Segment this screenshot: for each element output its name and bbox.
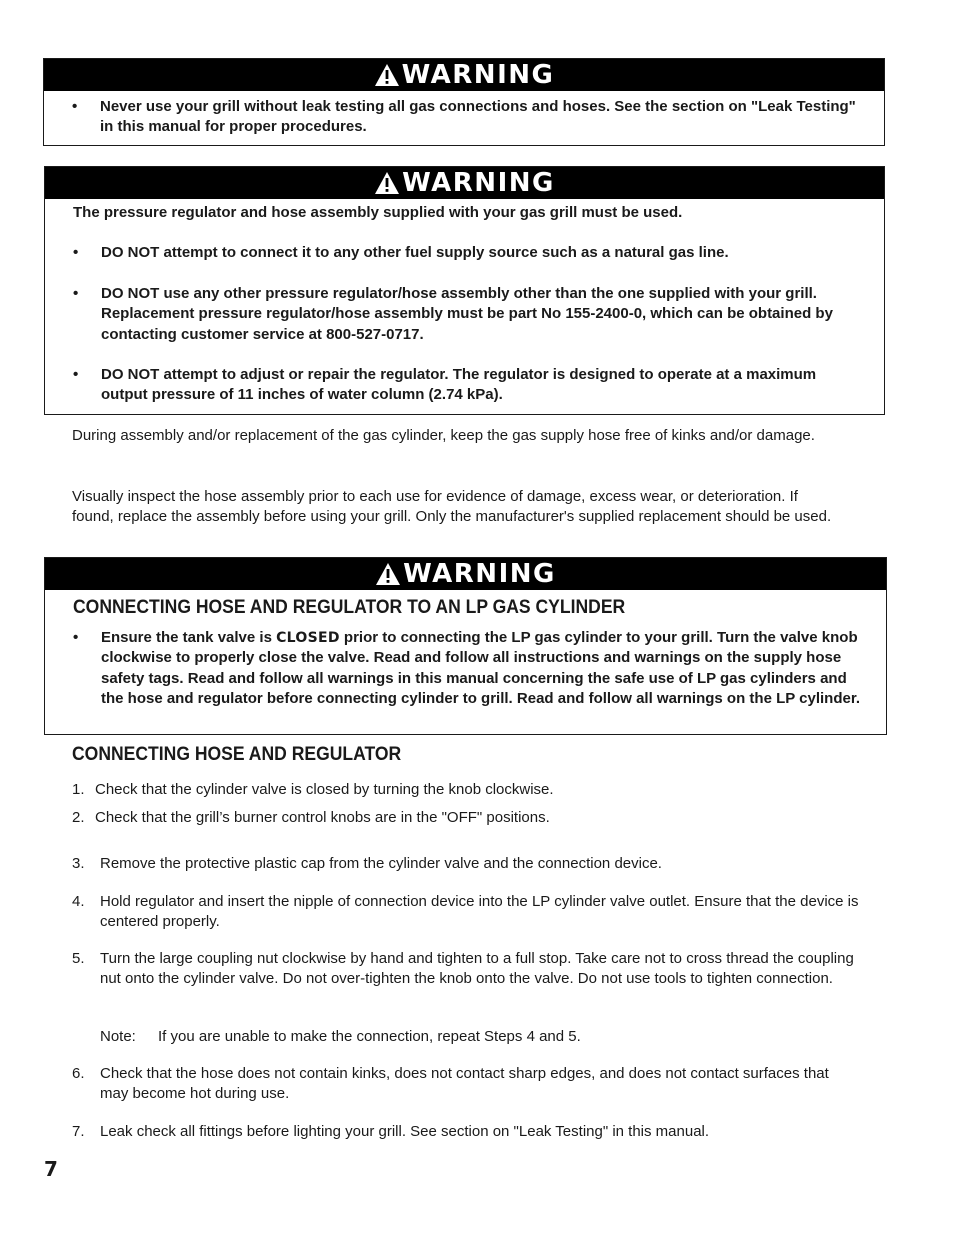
step-7-text: Leak check all fittings before lighting your grill. See section on "Leak Testing" in this manual. <box>100 1123 710 1140</box>
step-number: 7. <box>72 1123 85 1140</box>
warning-banner <box>45 558 886 590</box>
step-number: 6. <box>72 1065 85 1082</box>
bullet-mark: • <box>72 98 78 115</box>
paragraph-inspect-hose: Visually inspect the hose assembly prior to each use for evidence of damage, excess wear, or deterioration. If found, replace the assembly before using your grill. Only the manufacturer's supplied replacement should be used. <box>72 488 832 526</box>
bullet-mark: • <box>73 366 79 383</box>
step-number: 2. <box>72 809 85 826</box>
page-number: 7 <box>44 1157 58 1181</box>
note-text: If you are unable to make the connection, repeat Steps 4 and 5. <box>158 1028 581 1045</box>
step-6-text: Check that the hose does not contain kinks, does not contact sharp edges, and does not contact surfaces that may become hot during use. <box>100 1065 829 1103</box>
warning-box-3 <box>44 557 887 735</box>
bullet-text-start: Ensure the tank valve is <box>101 629 277 646</box>
warning-2-bullet-2: DO NOT use any other pressure regulator/hose assembly other than the one supplied with your grill. Replacement pressure regulator/hose assembly must be part No 155-2400-0, which can be obtained by contacting customer service at 800-527-0717. <box>101 285 833 343</box>
step-4-text: Hold regulator and insert the nipple of connection device into the LP cylinder valve outlet. Ensure that the device is centered properly. <box>100 893 859 931</box>
bullet-mark: • <box>73 244 79 261</box>
closed-emphasis: CLOSED <box>276 630 340 646</box>
step-number: 4. <box>72 893 85 910</box>
step-2-text: Check that the grill’s burner control knobs are in the "OFF" positions. <box>95 809 550 826</box>
warning-label: WARNING <box>401 60 555 90</box>
bullet-mark: • <box>73 285 79 302</box>
warning-2-intro: The pressure regulator and hose assembly supplied with your gas grill must be used. <box>73 204 683 221</box>
step-number: 1. <box>72 781 85 798</box>
section-heading-lp-cylinder: CONNECTING HOSE AND REGULATOR TO AN LP GAS CYLINDER <box>73 596 626 618</box>
warning-triangle-icon <box>374 171 400 195</box>
warning-box-2 <box>44 166 885 415</box>
warning-3-bullet-text <box>101 628 871 709</box>
warning-banner <box>44 59 884 91</box>
bullet-mark: • <box>73 629 79 646</box>
note-label: Note: <box>100 1028 136 1045</box>
warning-triangle-icon <box>375 562 401 586</box>
step-3-text: Remove the protective plastic cap from the cylinder valve and the connection device. <box>100 855 662 872</box>
warning-label: WARNING <box>402 168 555 198</box>
bullet-text-rest: prior to connecting the LP gas cylinder to your grill. Turn the valve knob clockwise to properly close the valve. Read and follow all instructions and warnings on the supply hose safety tags. Read and follow all warnings in this manual concerning the safe use of LP gas cylinders and the hose and regulator before connecting cylinder to grill. Read and follow all warnings on the LP cylinder. <box>101 629 861 707</box>
warning-label: WARNING <box>403 559 556 589</box>
warning-2-bullet-3: DO NOT attempt to adjust or repair the regulator. The regulator is designed to operate at a maximum output pressure of 11 inches of water column (2.74 kPa). <box>101 366 817 404</box>
warning-2-bullet-1: DO NOT attempt to connect it to any other fuel supply source such as a natural gas line. <box>101 244 729 261</box>
step-5-text: Turn the large coupling nut clockwise by hand and tighten to a full stop. Take care not to cross thread the coupling nut onto the cylinder valve. Do not over-tighten the knob onto the valve. Do not use tools to tighten connection. <box>100 950 854 988</box>
warning-triangle-icon <box>374 63 400 87</box>
step-1-text: Check that the cylinder valve is closed by turning the knob clockwise. <box>95 781 554 798</box>
step-number: 3. <box>72 855 85 872</box>
warning-banner <box>45 167 884 199</box>
paragraph-hose-kinks: During assembly and/or replacement of the gas cylinder, keep the gas supply hose free of kinks and/or damage. <box>72 427 815 444</box>
warning-1-bullet-text: Never use your grill without leak testing all gas connections and hoses. See the section on "Leak Testing" in this manual for proper procedures. <box>100 98 856 136</box>
step-number: 5. <box>72 950 85 967</box>
section-heading-hose-regulator: CONNECTING HOSE AND REGULATOR <box>72 743 402 765</box>
warning-box-1 <box>43 58 885 146</box>
